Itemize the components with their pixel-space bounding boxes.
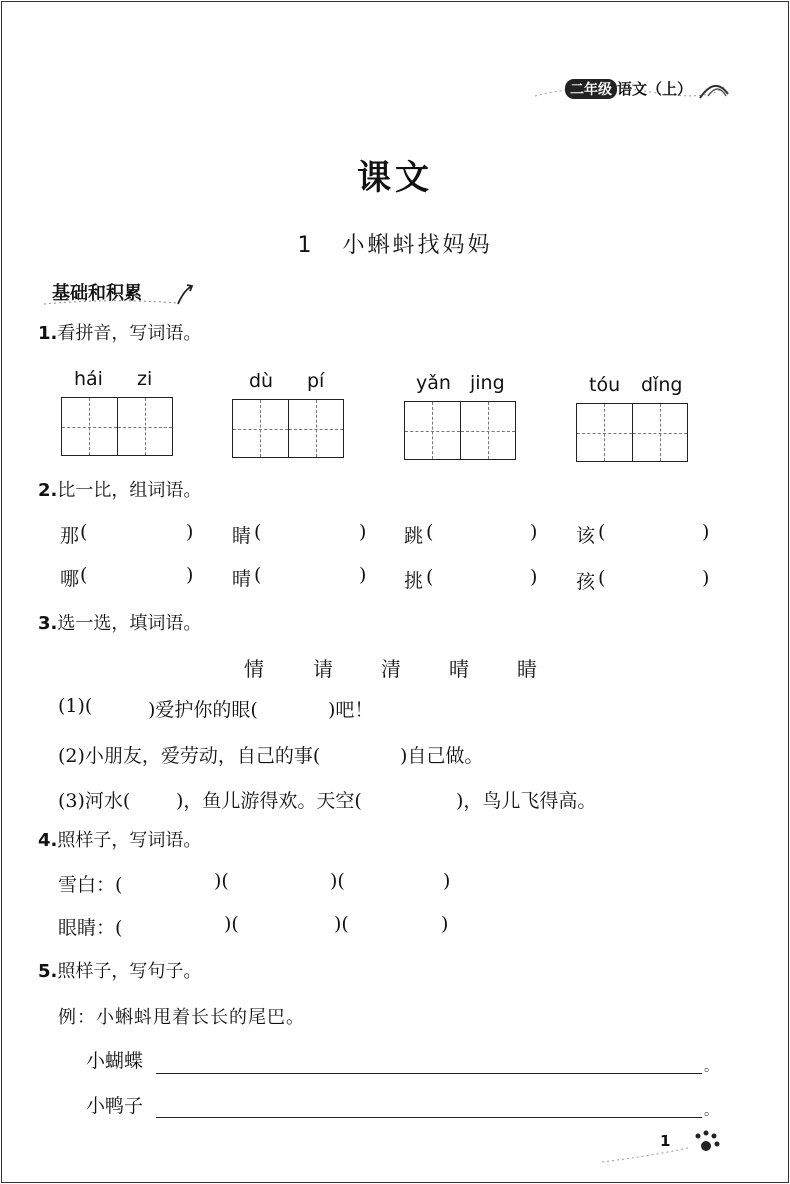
question-number: 5. xyxy=(38,961,58,982)
question-number: 3. xyxy=(38,613,58,634)
pinyin: zi xyxy=(137,368,153,390)
compare-char: 哪 xyxy=(60,568,80,590)
choice-char: 情 xyxy=(244,657,264,681)
lesson-name: 小蝌蚪找妈妈 xyxy=(342,233,493,258)
question-prompt: 看拼音，写词语。 xyxy=(57,323,202,344)
compare-char: 晴 xyxy=(232,568,252,590)
lesson-title xyxy=(0,228,790,259)
answer-line[interactable] xyxy=(156,1073,702,1074)
sentence-1-start: (1)( xyxy=(58,695,93,717)
question-prompt: 照样子，写句子。 xyxy=(57,961,202,982)
pinyin: yǎn xyxy=(416,372,451,394)
close-paren: ) xyxy=(530,566,538,588)
compare-char: 孩 xyxy=(576,571,596,593)
paren-divider: )( xyxy=(330,870,345,892)
question-3 xyxy=(38,609,201,635)
close-paren: ) xyxy=(186,564,194,586)
question-1 xyxy=(38,319,201,345)
grade-badge xyxy=(565,78,692,99)
pinyin: jing xyxy=(470,372,505,394)
sentence-3-end: )，鸟儿飞得高。 xyxy=(456,790,597,812)
pinyin: dù xyxy=(249,370,274,392)
pinyin: dǐng xyxy=(641,374,683,396)
pinyin: pí xyxy=(307,370,325,392)
example-word-label: 雪白：( xyxy=(58,874,123,896)
open-paren: ( xyxy=(80,564,88,586)
page-title: 课文 xyxy=(357,158,433,198)
choice-char: 请 xyxy=(313,657,333,681)
open-paren: ( xyxy=(598,521,606,543)
open-paren: ( xyxy=(254,564,262,586)
pinyin: hái xyxy=(74,368,103,390)
close-paren: ) xyxy=(359,521,367,543)
writing-grid[interactable] xyxy=(404,401,516,460)
answer-line[interactable] xyxy=(156,1117,702,1118)
paren-divider: )( xyxy=(214,870,229,892)
question-number: 1. xyxy=(38,323,58,344)
sentence-3-mid: )，鱼儿游得欢。天空( xyxy=(176,790,362,812)
close-paren: ) xyxy=(443,870,451,892)
paren-divider: )( xyxy=(224,913,239,935)
grade-pill: 二年级 xyxy=(565,79,617,99)
question-prompt: 比一比，组词语。 xyxy=(57,480,202,501)
close-paren: ) xyxy=(702,521,710,543)
sentence-1-end: )吧！ xyxy=(328,699,374,721)
page-number: 1 xyxy=(660,1132,671,1150)
open-paren: ( xyxy=(426,566,434,588)
lesson-number: 1 xyxy=(297,233,315,258)
question-2 xyxy=(38,476,201,502)
open-paren: ( xyxy=(598,567,606,589)
compare-char: 跳 xyxy=(404,525,424,547)
close-paren: ) xyxy=(702,567,710,589)
subject-label: 语文（上） xyxy=(617,80,693,98)
close-paren: ) xyxy=(441,913,449,935)
open-paren: ( xyxy=(426,521,434,543)
sentence-2-start: (2)小朋友，爱劳动，自己的事( xyxy=(58,745,321,767)
question-prompt: 选一选，填词语。 xyxy=(57,613,202,634)
sentence-subject: 小鸭子 xyxy=(86,1095,144,1117)
pinyin: tóu xyxy=(589,374,621,396)
section-heading: 基础和积累 xyxy=(52,283,142,304)
writing-grid[interactable] xyxy=(576,403,688,462)
compare-char: 挑 xyxy=(404,570,424,592)
choice-char: 清 xyxy=(381,657,401,681)
compare-char: 该 xyxy=(576,525,596,547)
choice-char: 睛 xyxy=(517,657,537,681)
open-paren: ( xyxy=(254,521,262,543)
sentence-period: 。 xyxy=(704,1103,718,1119)
compare-char: 睛 xyxy=(232,525,252,547)
example-word-label: 眼睛：( xyxy=(58,917,123,939)
writing-grid[interactable] xyxy=(232,399,344,458)
close-paren: ) xyxy=(186,521,194,543)
question-5 xyxy=(38,957,201,983)
paren-divider: )( xyxy=(334,913,349,935)
sentence-2-end: )自己做。 xyxy=(400,745,484,767)
open-paren: ( xyxy=(80,521,88,543)
choice-char: 晴 xyxy=(449,657,469,681)
question-number: 4. xyxy=(38,830,58,851)
example-sentence: 例：小蝌蚪甩着长长的尾巴。 xyxy=(58,1007,305,1028)
close-paren: ) xyxy=(359,564,367,586)
writing-grid[interactable] xyxy=(61,397,173,456)
sentence-1-mid: )爱护你的眼( xyxy=(148,699,258,721)
compare-char: 那 xyxy=(60,525,80,547)
question-prompt: 照样子，写词语。 xyxy=(57,830,202,851)
question-number: 2. xyxy=(38,480,58,501)
close-paren: ) xyxy=(530,521,538,543)
sentence-3-start: (3)河水( xyxy=(58,790,131,812)
sentence-subject: 小蝴蝶 xyxy=(86,1050,144,1072)
question-4 xyxy=(38,826,201,852)
sentence-period: 。 xyxy=(704,1059,718,1075)
